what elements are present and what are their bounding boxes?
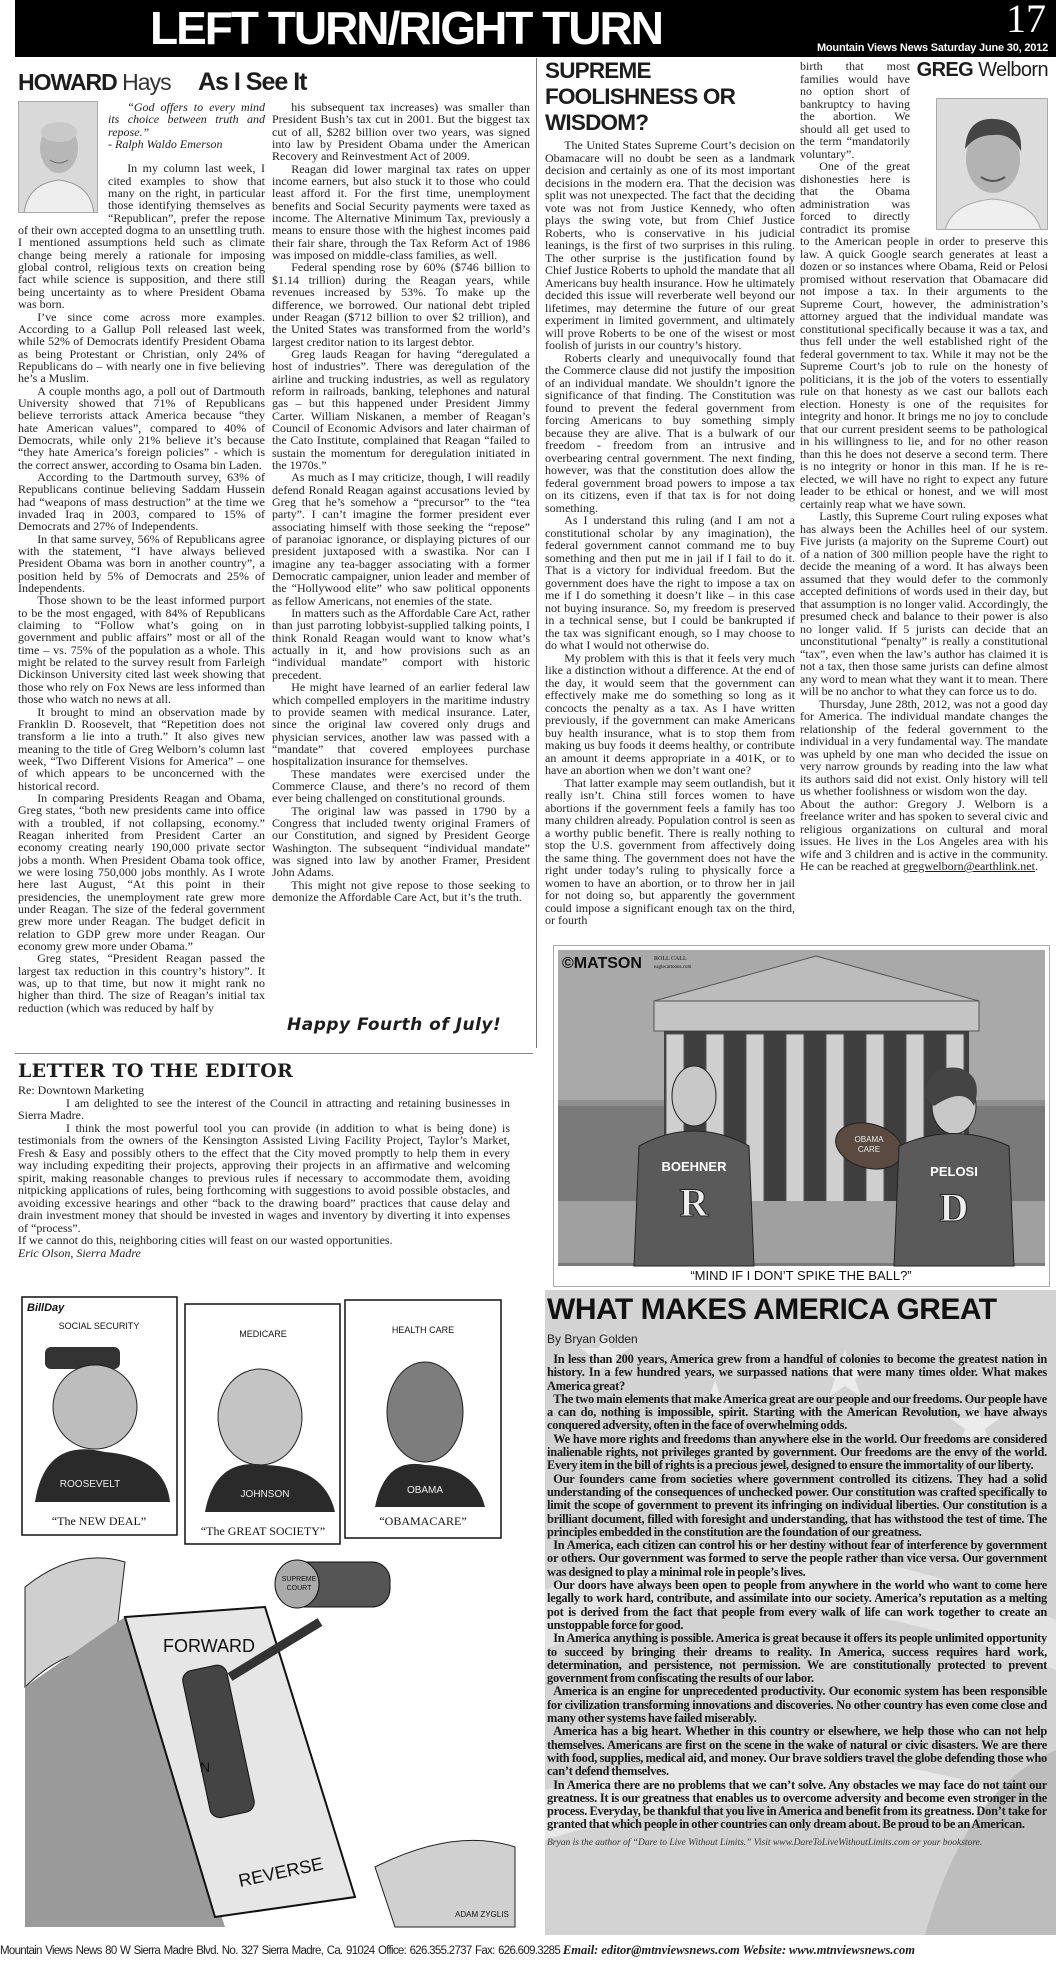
letter-subject: Re: Downtown Marketing xyxy=(18,1083,144,1097)
paragraph: In that same survey, 56% of Republicans agree with the statement, “I have always believed President Obama was born in another country”, a position held by 5% of Democrats and 25% of Independents. xyxy=(18,531,265,596)
what-makes-america-great-article xyxy=(545,1290,1056,1935)
article-headline: SUPREME FOOLISHNESS OR WISDOM? xyxy=(545,58,736,135)
paragraph: Our doors have always been open to people from anywhere in the world who want to come here legally to work hard, contribute, and assimilate into our society. America’s reputation as a melting pot is derived from the fact that people from every walk of life can work together to create an unstoppable force for good. xyxy=(547,1578,1047,1632)
paragraph: The original law was passed in 1790 by a Congress that included twenty original Framers of our Constitution, and signed by President George Washington. The subsequent “individual mandate” was signed into law by another Framer, President John Adams. xyxy=(272,803,530,880)
author-note: Bryan is the author of “Dare to Live Without Limits.” Visit www.DareToLiveWithoutLimits.com or your bookstore. xyxy=(547,1837,983,1848)
cartoon-caption: “MIND IF I DON’T SPIKE THE BALL?” xyxy=(690,1268,912,1283)
panel-topic: SOCIAL SECURITY xyxy=(58,1321,140,1331)
panel-caption: “The NEW DEAL” xyxy=(51,1514,147,1528)
paragraph: Lastly, this Supreme Court ruling exposes what has always been the Achilles heel of our system. Five jurists (a majority on the Supreme Court) out of a nation of 300 million people have the right to decide the meaning of a word. It has always been assumed that they would defer to the commonly accepted definitions of words used in their day, but that assumption is no longer valid. Accordingly, the presumed check and balance to their power is also no longer valid. If 5 jurists can decide that an unconstitutional “penalty” is really a constitutional “tax”, even when the law’s author has claimed it is not a tax, then those same jurists can define almost any word to mean what they want it to mean. There will be no anchor to what they can force us to do. xyxy=(800,509,1048,698)
howard-column-1 xyxy=(18,101,265,1036)
howard-column-2 xyxy=(272,101,530,1006)
author-email-link[interactable]: gregwelborn@earthlink.net xyxy=(902,859,1035,873)
author-box xyxy=(916,60,1048,234)
paragraph: In my column last week, I cited examples to show that many on the right, in particular those identifying themselves as “Republican”, prefer the repose of their own accepted dogma to an unsettling truth. I mentioned assumptions held such as climate change being merely a rationale for imposing global control, religious texts on creation being fact while science is supposition, and there still being uncertainty as to where President Obama was born. xyxy=(18,161,265,312)
panel-figure-name: ROOSEVELT xyxy=(59,1479,121,1490)
panel-caption: “OBAMACARE” xyxy=(379,1514,467,1528)
section-title: LEFT TURN/RIGHT TURN xyxy=(150,2,662,54)
paragraph: In comparing Presidents Reagan and Obama, Greg states, “both new presidents came into office with a troubled, if not collapsing, economy.” Reagan inherited from President Carter an economy creating nearly 190,000 private sector jobs a month. When President Obama took office, we were losing 750,000 jobs monthly. As I wrote here last August, “At this point in their presidencies, the unemployment rate grew more under Reagan. The size of the federal government grew more under Reagan. The budget deficit in relation to GDP grew more under Reagan. Our economy grew more under Obama.” xyxy=(18,790,265,954)
letter-heading: LETTER TO THE EDITOR xyxy=(18,1060,294,1082)
holiday-greeting: Happy Fourth of July! xyxy=(287,1015,502,1035)
letter-to-editor xyxy=(18,1084,510,1259)
footer-website-label: Website: xyxy=(742,1943,787,1957)
paragraph: As I understand this ruling (and I am not a constitutional scholar by any imagination), the federal government cannot command me to buy something and then put me in jail if I fail to do it. That is a victory for individual freedom. But the government does have the right to impose a tax on me if I do something it doesn’t like – in this case not buying insurance. So, my freedom is preserved in a technical sense, but I could be bankrupted if the tax was significant enough, so I may choose to do what I would not otherwise do. xyxy=(545,513,795,652)
jersey-name-right: PELOSI xyxy=(930,1164,978,1179)
epigraph-attribution: - Ralph Waldo Emerson xyxy=(108,137,223,152)
paragraph-list xyxy=(547,1353,1047,1832)
paragraph: He might have learned of an earlier federal law which compelled employers in the maritime industry to provide seamen with medical insurance. Later, since the original law covered only drugs and physician services, another law was passed with a “mandate” that covered employees purchase hospitalization insurance for themselves. xyxy=(272,680,530,769)
shift-reverse-label: REVERSE xyxy=(236,1853,325,1891)
jersey-letter-left: R xyxy=(679,1180,709,1225)
paragraph: Federal spending rose by 60% ($746 billion to $1.14 trillion) during the Reagan years, while revenues increased by 53%. To make up the difference, we borrowed. Our national debt tripled under Reagan ($712 billion to over $2 trillion), and the United States was transformed from the world’s largest creditor nation to its largest debtor. xyxy=(272,260,530,349)
column-divider xyxy=(536,58,537,1048)
shift-neutral-label: N xyxy=(200,1759,211,1775)
paper-date: Mountain Views News Saturday June 30, 2012 xyxy=(816,42,1048,54)
paragraph: In America, each citizen can control his or her destiny without fear of interference by government or others. Our government was formed to serve the people rather than vice versa. Our government was designed to play a minimal role in people’s lives. xyxy=(547,1538,1047,1579)
greg-column-1 xyxy=(545,58,795,946)
gavel-label-1: SUPREME xyxy=(281,1576,317,1583)
paragraph: Reagan did lower marginal tax rates on upper income earners, but also stuck it to those who could least afford it. For the first time, unemployment benefits and Social Security payments were taxed as income. The Alternative Minimum Tax, previously a means to ensure those with the highest incomes paid their fair share, through the Tax Reform Act of 1986 was imposed on middle-class families, as well. xyxy=(272,161,530,263)
bio-text: About the author: Gregory J. Welborn is a freelance writer and has spoken to several civic and religious organizations on cultural and moral issues. He lives in the Los Angeles area with his wife and 3 children and is active in the community. He can be reached at xyxy=(800,796,1048,873)
paragraph: According to the Dartmouth survey, 63% of Republicans continue believing Saddam Hussein had “weapons of mass destruction” at the time we invaded Iraq in 2003, compared to 15% of Democrats and 27% of Independents. xyxy=(18,469,265,534)
football-label-1: OBAMA xyxy=(854,1135,884,1144)
paragraph-list xyxy=(18,162,265,1014)
panel-figure-name: OBAMA xyxy=(406,1485,444,1496)
paragraph: In America there are no problems that we can’t solve. Any obstacles we may face do not taint our greatness. It is our greatness that enables us to overcome adversity and become even stronger in the process. Everyday, be thankful that you live in America and benefit from its greatness. Don’t take for granted that which people in other countries can only dream about. Be proud to be an American. xyxy=(547,1777,1047,1832)
jersey-letter-right: D xyxy=(939,1185,969,1230)
letter-closing: If we cannot do this, neighboring cities will feast on our wasted opportunities. xyxy=(18,1233,393,1247)
paragraph: Thursday, June 28th, 2012, was not a good day for America. The individual mandate changes the relationship of the federal government to the individual in a very fundamental way. The mandate was upheld by one man who decided the issue on very narrow grounds by reading into the law what its authors said did not exist. Only history will tell us whether foolishness or wisdom won the day. xyxy=(800,696,1048,798)
paragraph-list xyxy=(272,101,530,903)
paragraph: I think the most powerful tool you can provide (in addition to what is being done) is testimonials from the owners of the Kensington Assisted Living Facility Project, Taylor’s Market, Fresh & Easy and possibly others to the effect that the City moved promptly to help them in every way including expediting their projects, approving their projects in an affirmative and welcoming spirit, making reasonable changes to previous rules if necessary to accommodate them, avoiding nitpicking applications of rules, being forthcoming with suggestions to avoid possible obstacles, and avoiding excessive hearings and other “back to the drawing board” practices that cause delay and drain investment money that should be invested in wages and inventory by diverting it into expenses of “process”. xyxy=(18,1120,510,1235)
paragraph: Those shown to be the least informed purport to be the most engaged, with 84% of Republicans claiming to “Follow what’s going on in government and public affairs” most or all of the time – vs. 75% of the population as a whole. This might be related to the survey result from Farleigh Dickinson University cited last week showing that those who rely on Fox News are less informed than those who watch no news at all. xyxy=(18,593,265,707)
page-number: 17 xyxy=(1006,0,1046,41)
paragraph: This might not give repose to those seeking to demonize the Affordable Care Act, but it’s the truth. xyxy=(272,877,530,904)
football-label-2: CARE xyxy=(857,1145,881,1154)
paragraph: Greg states, “President Reagan passed the largest tax reduction in this country’s history”. It was, up to that time, but now it might rank no higher than third. The size of Reagan’s initial tax reduction (which was reduced by half by xyxy=(18,951,265,1015)
page-footer xyxy=(0,1941,1056,1961)
paragraph: These mandates were exercised under the Commerce Clause, and there’s no record of them ever being challenged on constitutional grounds. xyxy=(272,766,530,806)
paragraph: America is an engine for unprecedented productivity. Our economic system has been responsible for civilization transforming innovations and discoveries. No other country has even come close and many other systems have failed miserably. xyxy=(547,1684,1047,1726)
greg-column-2 xyxy=(800,60,1048,940)
article-body xyxy=(547,1353,1047,1832)
author-last-name: Welborn xyxy=(978,60,1048,81)
paragraph: The two main elements that make America great are our people and our freedoms. Our people have a can do, nothing is impossible, spirit. Starting with the American Revolution, we have always conquered adversity, often in the face of overwhelming odds. xyxy=(547,1391,1047,1433)
footer-email-link[interactable]: editor@mtnviewsnews.com xyxy=(601,1943,740,1957)
editorial-cartoons-left xyxy=(15,1287,535,1932)
author-bio xyxy=(800,798,1048,873)
paragraph: birth that most families would have no option short of bankruptcy to having the abortion. We should all get used to the term “mandatorily voluntary”. xyxy=(800,60,910,161)
paragraph: It brought to mind an observation made by Franklin D. Roosevelt, that “Repetition does not transform a lie into a truth.” It also gives new meaning to the title of Greg Welborn’s column last week, “Two Different Visions for America” – one of which appears to be unconcerned with the historical record. xyxy=(18,704,265,793)
paragraph: Our founders came from societies where government controlled its citizens. They had a solid understanding of the consequences of unchecked power. Our constitution was crafted specifically to limit the scope of government to prevent its infringing on individual liberties. Our constitution is a brilliant document, filled with foresight and understanding, that has withstood the test of time. The principles embedded in the constitution are the foundation of our greatness. xyxy=(547,1471,1047,1539)
byline: By Bryan Golden xyxy=(547,1332,638,1346)
cartoonist-credit: BillDay xyxy=(27,1302,65,1314)
panel-figure-name: JOHNSON xyxy=(240,1489,290,1500)
author-name xyxy=(916,60,1048,98)
paragraph: America has a big heart. Whether in this country or elsewhere, we help those who can not help themselves. Americans are first on the scene in the wake of natural or civic disasters. We are there with food, supplies, medical aid, and money. Our brave soldiers travel the globe defending those who can’t defend themselves. xyxy=(547,1724,1047,1779)
article-headline: WHAT MAKES AMERICA GREAT xyxy=(547,1293,997,1326)
paragraph: In less than 200 years, America grew from a handful of colonies to become the greatest nation in history. In a few hundred years, we surpassed nations that were many times older. What makes America great? xyxy=(547,1352,1047,1393)
footer-contact-info: Mountain Views News 80 W Sierra Madre Blvd. No. 327 Sierra Madre, Ca. 91024 Office: 626.355.2737 Fax: 626.609.3285 xyxy=(0,1945,561,1957)
paragraph: As much as I may criticize, though, I will readily defend Ronald Reagan against accusations levied by Greg that he’s somehow a “precursor” to the “tea party”. I can’t imagine the former president ever associating himself with those seeking the “repose” of paranoiac ignorance, or displaying pictures of our president juxtaposed with a swastika. Nor can I imagine any tea-bagger associating with a former Democratic campaigner, union leader and member of the “Hollywood elite” who saw political opponents as fellow Americans, not enemies of the state. xyxy=(272,470,530,608)
panel-topic: HEALTH CARE xyxy=(391,1325,455,1335)
footer-website-link[interactable]: www.mtnviewsnews.com xyxy=(789,1943,915,1957)
article-content xyxy=(545,1290,1056,1849)
cartoonist-credit: ©MATSON xyxy=(562,955,642,972)
author-first-name: GREG xyxy=(916,60,974,81)
cartoon-outlet: ROLL CALL xyxy=(654,956,687,962)
panel-caption: “The GREAT SOCIETY” xyxy=(200,1524,326,1538)
editorial-cartoon-supreme-court xyxy=(553,945,1050,1287)
paragraph: his subsequent tax increases) was smaller than President Bush’s tax cut in 2001. But the biggest tax cut of all, $282 billion over two years, was signed into law by President Obama under the American Recovery and Reinvestment Act of 2009. xyxy=(272,101,530,164)
cartoonist-signature: ADAM ZYGLIS xyxy=(455,1910,509,1919)
paragraph: Roberts clearly and unequivocally found that the Commerce clause did not justify the imposition of an individual mandate. We shouldn’t ignore the significance of that finding. The Constitution was found to prevent the federal government from forcing Americans to buy something simply because they are alive. That is a bulwark of our freedom - freedom from an intrusive and overbearing central government. The next finding, however, was that the constitution does allow the federal government broad powers to impose a tax on its citizens, even if that tax is for not doing something. xyxy=(545,350,795,515)
author-photo xyxy=(936,98,1048,230)
jersey-name-left: BOEHNER xyxy=(661,1159,727,1174)
zyglis-cartoon xyxy=(25,1557,515,1927)
paragraph: I’ve since come across more examples. According to a Gallup Poll released last week, while 52% of Democrats identify President Obama as being Protestant or Christian, only 24% of Republicans do – with nearly one in five believing he’s a Muslim. xyxy=(18,309,265,386)
gavel-label-2: COURT xyxy=(286,1585,312,1592)
paragraph: Greg lauds Reagan for having “deregulated a host of industries”. There was deregulation of the airline and trucking industries, as well as regulatory reform in railroads, banking, telephones and natural gas – but this happened under President Jimmy Carter. William Niskanen, a member of Reagan’s Council of Economic Advisors and later chairman of the Cato Institute, complained that Reagan “failed to sustain the momentum for deregulation initiated in the 1970s.” xyxy=(272,346,530,472)
footer-email-label: Email: xyxy=(562,1943,599,1957)
paragraph: That latter example may seem outlandish, but it really isn’t. China still forces women to have abortions if the government feels a family has too many children already. Population control is seen as a worthy public benefit. There is really nothing to stop the U.S. government from affectively doing the same thing. The government does not have the right under today’s ruling to physically force a women to have an abortion, or to throw her in jail for not doing so, but apparently the government could impose a significant enough tax on the third, or fourth xyxy=(545,775,795,927)
paragraph: I am delighted to see the interest of the Council in attracting and retaining businesses in Sierra Madre. xyxy=(18,1095,510,1122)
author-photo xyxy=(18,101,98,213)
masthead xyxy=(15,0,1056,57)
paragraph: In America anything is possible. America is great because it offers its people unlimited opportunity to succeed by bringing their dreams to reality. In America, success requires hard work, determination, and persistence, not permission. We are constitutionally protected to prevent government from confiscating the results of our labor. xyxy=(547,1631,1047,1686)
author-first-name: HOWARD xyxy=(18,69,117,95)
letter-signature: Eric Olson, Sierra Madre xyxy=(18,1245,141,1260)
paragraph: In matters such as the Affordable Care Act, rather than just parroting lobbyist-supplied talking points, I think Ronald Reagan would want to know what’s actually in it, and how provisions such as an “individual mandate” comport with historic precedent. xyxy=(272,606,530,682)
cartoon-site: eaglecartoons.com xyxy=(654,965,692,970)
paragraph: The United States Supreme Court’s decision on Obamacare will no doubt be seen as a landmark decision and certainly as one of its most important decisions in the modern era. That the decision was split was not unexpected. The fact that the deciding vote was not from Justice Kennedy, who often plays the swing vote, but from Chief Justice Roberts, who is conservative in his judicial leanings, is the first of two surprises in this ruling. The other surprise is the justification found by Chief Justice Roberts to uphold the mandate that all Americans buy health insurance. How he ultimately decided this issue will reverberate well beyond our lifetimes, may determine the future of our great experiment in limited government, and ultimately will prove Roberts to be one of the wisest or most foolish of jurists in our country’s history. xyxy=(545,138,795,352)
paragraph: My problem with this is that it feels very much like a distinction without a difference. At the end of the day, it would seem that the government can effectively make me do something so long as it concocts the penalty as a tax. As I have written previously, if the government can make Americans buy health insurance, what is to stop them from making us buy foods it deems healthy, or contribute an amount it deems appropriate in a 401K, or to have an abortion when we don’t want one? xyxy=(545,650,795,777)
paragraph: One of the great dishonesties here is that the Obama administration was forced to directly contradict its promise to the American people in order to preserve this law. A quick Google search generates at least a dozen or so instances where Obama, Reid or Pelosi promised without reservation that Obamacare did not impose a tax. In their arguments to the Supreme Court, however, the administration’s attorney argued that the individual mandate was constitutional specifically because it was a tax, and thus fell under the well established right of the federal government to tax. While it may not be the Supreme Court’s job to rule on the honesty of politicians, it is the job of the voters to essentially rule on that honesty as we cast our ballots each election. Honesty is one of the requisites for integrity and honor. It brings me no joy to conclude that our current president seems to be pathological in his willingness to lie, and for no other reason than this he does not deserve a second term. There is no integrity or honor in this man. If he is re-elected, we will have no right to expect any future leader to be ethical or honest, and we will most certainly reap what we have sown. xyxy=(800,159,1048,511)
howard-column-header xyxy=(18,70,306,95)
section-divider xyxy=(15,1053,533,1054)
paragraph-list xyxy=(545,139,795,927)
shift-forward-label: FORWARD xyxy=(163,1636,255,1656)
bill-day-cartoon xyxy=(22,1297,501,1544)
panel-topic: MEDICARE xyxy=(239,1329,287,1339)
paragraph: We have more rights and freedoms than anywhere else in the world. Our freedoms are considered inalienable rights, not privileges granted by government. Our freedoms are the envy of the world. Every item in the bill of rights is a precious jewel, designed to ensure the immortality of our liberty. xyxy=(547,1431,1047,1473)
epigraph-quote: “God offers to every mind its choice between truth and repose.” xyxy=(108,101,265,139)
column-title: As I See It xyxy=(197,68,307,96)
bio-end: . xyxy=(1034,859,1038,873)
paragraph: A couple months ago, a poll out of Dartmouth University showed that 71% of Republicans believe terrorists attack America because “they hate American values”, compared to 40% of Democrats, while only 21% believe it’s because “they hate America’s foreign policies” - which is the correct answer, according to Osama bin Laden. xyxy=(18,383,265,472)
author-last-name: Hays xyxy=(122,69,171,95)
